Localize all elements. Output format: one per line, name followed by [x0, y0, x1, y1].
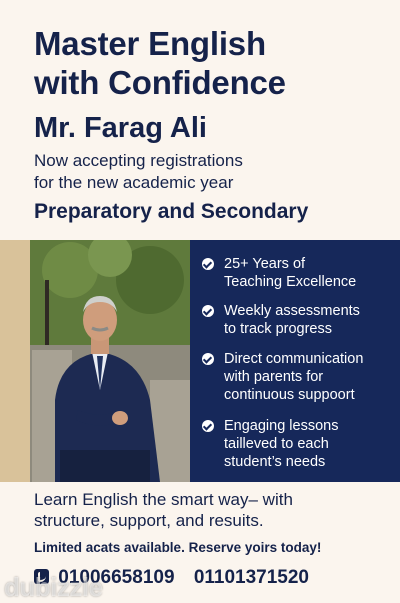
check-icon [202, 420, 214, 432]
subtitle-line: Now accepting registrations [34, 151, 243, 170]
tagline-line: Learn English the smart way– with [34, 490, 293, 509]
limited-seats-notice: Limited acats available. Reserve yoirs today! [34, 540, 322, 555]
feature-text: continuous suppoort [224, 387, 355, 403]
levels-heading: Preparatory and Secondary [34, 200, 309, 223]
feature-text: Engaging lessons [224, 418, 339, 434]
teacher-photo-illustration [0, 240, 190, 482]
dubizzle-watermark: dubizzle [4, 572, 103, 602]
title-line: with Confidence [34, 64, 286, 101]
feature-text: 25+ Years of [224, 256, 306, 272]
header-section [0, 0, 400, 240]
phone-number-link[interactable]: 01101371520 [193, 567, 309, 588]
check-icon [202, 353, 214, 365]
feature-text: to track progress [224, 321, 332, 337]
page-title [34, 24, 374, 102]
feature-text: Direct communication [224, 351, 364, 367]
feature-text: with parents for [224, 369, 324, 385]
teacher-photo [0, 240, 190, 482]
check-icon [202, 258, 214, 270]
feature-text: tailleved to each [224, 436, 329, 452]
phone-number-link[interactable]: 01006658109 [58, 567, 175, 588]
feature-text: Teaching Excellence [224, 274, 357, 290]
title-line: Master English [34, 25, 266, 62]
check-icon [202, 305, 214, 317]
features-panel [190, 240, 400, 482]
registration-subtitle [34, 150, 364, 194]
feature-text: student’s needs [224, 454, 326, 470]
feature-text: Weekly assessments [224, 303, 360, 319]
teacher-name: Mr. Farag Ali [34, 112, 207, 144]
tagline [34, 489, 384, 531]
tagline-line: structure, support, and resuits. [34, 511, 264, 530]
subtitle-line: for the new academic year [34, 173, 234, 192]
